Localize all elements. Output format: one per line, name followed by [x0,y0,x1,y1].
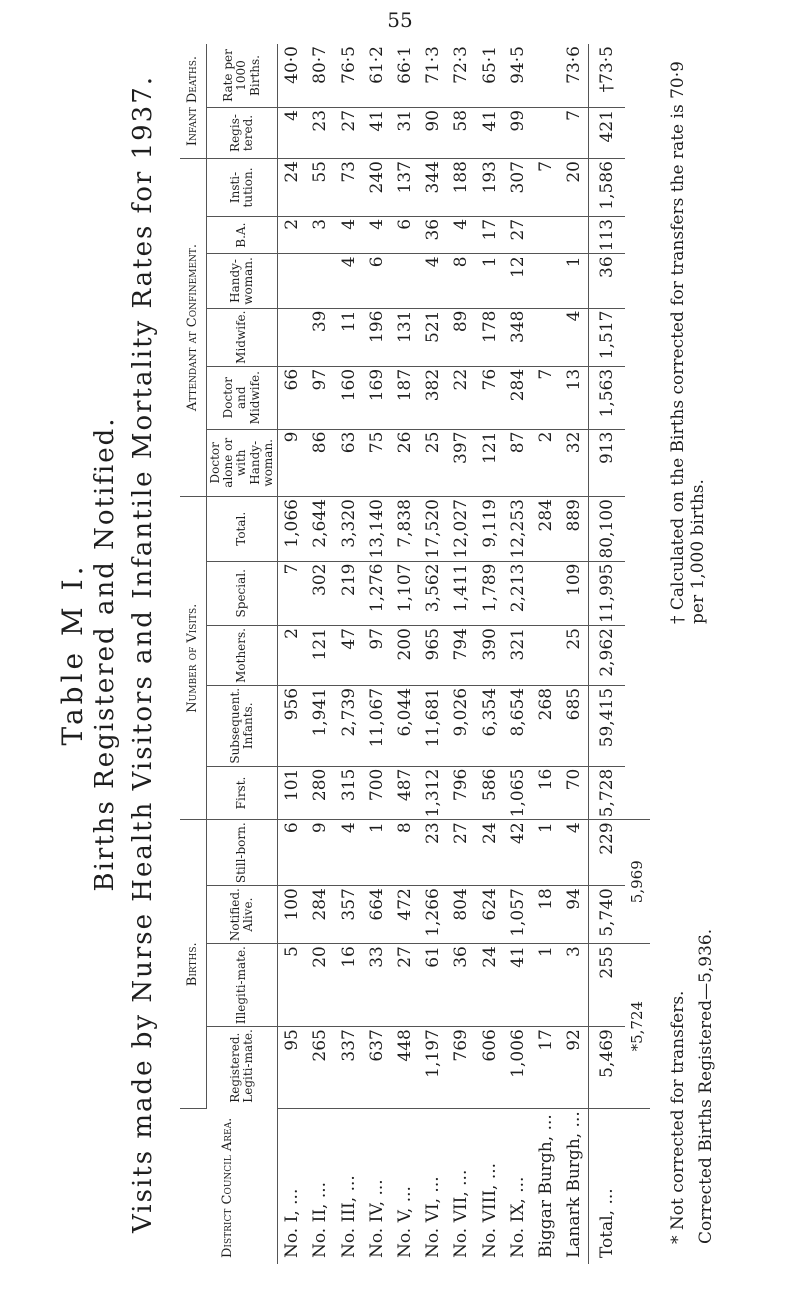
cell-special: 109 [560,561,589,625]
cell-midwife: 89 [447,308,475,366]
cell-illegit: 1 [532,944,560,1027]
cell-notified-grand: 5,969 [625,820,650,944]
cell-special: 1,789 [475,561,503,625]
cell-area: No. IV, ... [366,1179,387,1258]
cell-total: 1,066 [278,497,307,561]
col-first: First. [207,766,278,820]
table-row [504,44,532,1264]
cell-first: 280 [306,766,334,820]
cell-legit: 769 [447,1027,475,1109]
cell-illegit: 20 [306,944,334,1027]
col-total: Total. [207,497,278,561]
cell-legit: 92 [560,1027,589,1109]
col-alive: Notified. Alive. [207,886,278,944]
cell-institution: 188 [447,159,475,217]
cell-ba: 17 [475,216,503,253]
cell-total: 889 [560,497,589,561]
cell-first: 70 [560,766,589,820]
cell-mothers: 2 [278,626,307,686]
cell-ba: 27 [504,216,532,253]
cell-rate: 72·3 [447,44,475,107]
header-visits: Number of Visits. [180,497,207,820]
cell-institution: 7 [532,159,560,217]
cell-midwife: 348 [504,308,532,366]
col-handywoman: Handy-woman. [207,254,278,308]
cell-rate: †73·5 [589,44,625,107]
cell-alive: 804 [447,886,475,944]
cell-ba: 4 [363,216,391,253]
cell-total: 12,253 [504,497,532,561]
cell-illegit: 24 [475,944,503,1027]
cell-illegit: 16 [334,944,362,1027]
cell-first: 5,728 [589,766,625,820]
cell-regis [532,107,560,158]
cell-illegit: 255 [589,944,625,1027]
cell-legit: 1,006 [504,1027,532,1109]
table-row [475,44,503,1264]
cell-mothers: 25 [560,626,589,686]
cell-doctor-midwife: 169 [363,366,391,429]
cell-still: 9 [306,820,334,886]
cell-first: 315 [334,766,362,820]
cell-area: No. V, ... [394,1186,415,1258]
cell-regis: 23 [306,107,334,158]
cell-special: 7 [278,561,307,625]
cell-regis: 4 [278,107,307,158]
cell-rate: 76·5 [334,44,362,107]
cell-legit: 95 [278,1027,307,1109]
cell-total: 80,100 [589,497,625,561]
cell-alive: 357 [334,886,362,944]
col-special: Special. [207,561,278,625]
cell-rate: 73·6 [560,44,589,107]
cell-alive: 472 [391,886,419,944]
cell-midwife: 131 [391,308,419,366]
cell-area: No. I, ... [282,1188,303,1258]
cell-area: Total, ... [589,1109,625,1264]
cell-ba: 113 [589,216,625,253]
cell-handywoman [532,254,560,308]
cell-area: No. IX, ... [507,1176,528,1258]
cell-area: No. VII, ... [451,1169,472,1258]
cell-doctor-midwife: 22 [447,366,475,429]
cell-institution: 73 [334,159,362,217]
cell-special: 302 [306,561,334,625]
cell-total: 2,644 [306,497,334,561]
cell-area: Lanark Burgh, ... [564,1111,585,1258]
cell-regis: 421 [589,107,625,158]
cell-mothers: 2,962 [589,626,625,686]
cell-handywoman [306,254,334,308]
cell-infants: 268 [532,685,560,766]
cell-area: No. III, ... [338,1175,359,1258]
cell-rate: 65·1 [475,44,503,107]
cell-rate: 40·0 [278,44,307,107]
cell-institution: 240 [363,159,391,217]
cell-alive: 100 [278,886,307,944]
cell-midwife [278,308,307,366]
cell-special: 1,107 [391,561,419,625]
col-doctor-alone: Doctor alone or with Handy-woman. [207,429,278,496]
cell-rate [532,44,560,107]
cell-midwife: 39 [306,308,334,366]
cell-still: 6 [278,820,307,886]
cell-first: 1,312 [419,766,447,820]
cell-regis: 58 [447,107,475,158]
col-registered-deaths: Regis-tered. [207,107,278,158]
cell-handywoman: 1 [560,254,589,308]
cell-first: 700 [363,766,391,820]
cell-legit: 1,197 [419,1027,447,1109]
col-illegitimate: Illegiti-mate. [207,944,278,1027]
cell-first: 101 [278,766,307,820]
cell-mothers: 121 [306,626,334,686]
table-row [447,44,475,1264]
cell-ba: 36 [419,216,447,253]
table-body [278,44,651,1264]
cell-midwife: 11 [334,308,362,366]
cell-mothers: 200 [391,626,419,686]
cell-midwife: 1,517 [589,308,625,366]
cell-alive: 1,057 [504,886,532,944]
cell-doctor-alone: 63 [334,429,362,496]
cell-alive: 18 [532,886,560,944]
cell-infants: 8,654 [504,685,532,766]
cell-doctor-alone: 2 [532,429,560,496]
table-row [560,44,589,1264]
col-legitimate: Registered. Legiti-mate. [207,1027,278,1109]
cell-regis: 99 [504,107,532,158]
cell-doctor-alone: 913 [589,429,625,496]
cell-doctor-alone: 9 [278,429,307,496]
cell-special: 11,995 [589,561,625,625]
title-block [50,44,170,1264]
cell-alive: 624 [475,886,503,944]
footnote-rate-calculated: † Calculated on the Births corrected for transfers the rate is 70·9 per 1,000 births. [668,61,708,624]
cell-doctor-alone: 397 [447,429,475,496]
cell-doctor-alone: 26 [391,429,419,496]
cell-special: 3,562 [419,561,447,625]
cell-blank-rest [625,44,650,820]
col-rate: Rate per 1000 Births. [207,44,278,107]
cell-handywoman: 4 [334,254,362,308]
cell-handywoman: 12 [504,254,532,308]
table-row-total [589,44,625,1264]
cell-mothers: 321 [504,626,532,686]
cell-ba: 4 [447,216,475,253]
header-attendant: Attendant at Confinement. [180,159,207,497]
cell-first: 1,065 [504,766,532,820]
statistics-table [180,44,650,1264]
cell-alive: 284 [306,886,334,944]
cell-infants: 6,044 [391,685,419,766]
cell-still: 4 [334,820,362,886]
col-still-born: Still-born. [207,820,278,886]
cell-regis: 41 [475,107,503,158]
cell-legit: 606 [475,1027,503,1109]
cell-first: 796 [447,766,475,820]
cell-institution: 55 [306,159,334,217]
cell-institution: 20 [560,159,589,217]
cell-total: 7,838 [391,497,419,561]
cell-legit: 337 [334,1027,362,1109]
table-row [306,44,334,1264]
cell-total: 13,140 [363,497,391,561]
cell-illegit: 33 [363,944,391,1027]
cell-area: No. VI, ... [423,1176,444,1258]
cell-ba: 6 [391,216,419,253]
table-row [419,44,447,1264]
cell-special: 1,411 [447,561,475,625]
table-row [391,44,419,1264]
cell-doctor-alone: 86 [306,429,334,496]
cell-illegit: 3 [560,944,589,1027]
cell-area: No. VIII, ... [479,1162,500,1258]
cell-midwife: 521 [419,308,447,366]
cell-infants: 9,026 [447,685,475,766]
cell-regis: 31 [391,107,419,158]
cell-still: 1 [532,820,560,886]
cell-legit: 637 [363,1027,391,1109]
cell-legit: 17 [532,1027,560,1109]
cell-ba [532,216,560,253]
cell-doctor-midwife: 13 [560,366,589,429]
cell-infants: 11,067 [363,685,391,766]
cell-doctor-midwife: 66 [278,366,307,429]
cell-alive: 5,740 [589,886,625,944]
cell-mothers: 97 [363,626,391,686]
cell-still: 1 [363,820,391,886]
cell-legit: 5,469 [589,1027,625,1109]
table-row [532,44,560,1264]
cell-infants: 685 [560,685,589,766]
cell-still: 24 [475,820,503,886]
cell-handywoman: 36 [589,254,625,308]
cell-handywoman [391,254,419,308]
header-births: Births. [180,820,207,1109]
cell-ba: 4 [334,216,362,253]
cell-illegit: 27 [391,944,419,1027]
header-area: District Council Area. [180,1109,278,1264]
table-row [363,44,391,1264]
cell-illegit: 36 [447,944,475,1027]
cell-still: 229 [589,820,625,886]
cell-rate: 66·1 [391,44,419,107]
cell-handywoman: 1 [475,254,503,308]
table-row-grand [625,44,650,1264]
table-subtitle-2: Visits made by Nurse Health Visitors and Infantile Mortality Rates for 1937. [128,74,158,1234]
cell-mothers: 965 [419,626,447,686]
cell-mothers: 390 [475,626,503,686]
cell-doctor-alone: 32 [560,429,589,496]
cell-institution: 24 [278,159,307,217]
cell-doctor-midwife: 284 [504,366,532,429]
col-midwife: Midwife. [207,308,278,366]
cell-midwife [532,308,560,366]
cell-midwife: 196 [363,308,391,366]
cell-institution: 137 [391,159,419,217]
cell-illegit: 41 [504,944,532,1027]
footnote-corrected-births: Corrected Births Registered—5,936. [696,928,716,1244]
cell-rate: 80·7 [306,44,334,107]
table-title: Table M I. [56,562,89,746]
cell-infants: 6,354 [475,685,503,766]
cell-first: 586 [475,766,503,820]
cell-area: Biggar Burgh, ... [535,1114,556,1258]
cell-rate: 61·2 [363,44,391,107]
cell-still: 4 [560,820,589,886]
cell-doctor-alone: 75 [363,429,391,496]
cell-rate: 71·3 [419,44,447,107]
cell-doctor-midwife: 187 [391,366,419,429]
page-number: 55 [387,8,413,32]
cell-institution: 1,586 [589,159,625,217]
footnote-not-corrected: * Not corrected for transfers. [668,990,688,1244]
cell-total: 284 [532,497,560,561]
cell-total: 3,320 [334,497,362,561]
cell-ba: 2 [278,216,307,253]
col-institution: Insti-tution. [207,159,278,217]
cell-institution: 193 [475,159,503,217]
cell-infants: 11,681 [419,685,447,766]
cell-area: No. II, ... [310,1181,331,1258]
cell-midwife: 4 [560,308,589,366]
cell-midwife: 178 [475,308,503,366]
cell-special: 219 [334,561,362,625]
cell-total: 9,119 [475,497,503,561]
cell-still: 42 [504,820,532,886]
cell-doctor-midwife: 382 [419,366,447,429]
cell-doctor-alone: 25 [419,429,447,496]
cell-mothers: 47 [334,626,362,686]
cell-handywoman: 6 [363,254,391,308]
cell-mothers: 794 [447,626,475,686]
cell-legit: 448 [391,1027,419,1109]
cell-still: 8 [391,820,419,886]
cell-alive: 94 [560,886,589,944]
cell-mothers [532,626,560,686]
cell-illegit: 5 [278,944,307,1027]
cell-alive: 1,266 [419,886,447,944]
cell-handywoman [278,254,307,308]
cell-still: 23 [419,820,447,886]
cell-legit: 265 [306,1027,334,1109]
cell-infants: 2,739 [334,685,362,766]
rotated-page [50,44,750,1264]
col-ba: B.A. [207,216,278,253]
cell-doctor-midwife: 7 [532,366,560,429]
cell-first: 487 [391,766,419,820]
cell-regis: 90 [419,107,447,158]
cell-total: 12,027 [447,497,475,561]
header-infant-deaths: Infant Deaths. [180,44,207,159]
table-row [334,44,362,1264]
cell-infants: 1,941 [306,685,334,766]
cell-blank [625,1109,650,1264]
cell-special [532,561,560,625]
cell-institution: 344 [419,159,447,217]
cell-institution: 307 [504,159,532,217]
table-subtitle-1: Births Registered and Notified. [90,416,120,892]
cell-special: 2,213 [504,561,532,625]
cell-infants: 956 [278,685,307,766]
cell-doctor-alone: 121 [475,429,503,496]
cell-doctor-midwife: 97 [306,366,334,429]
cell-ba [560,216,589,253]
cell-doctor-midwife: 76 [475,366,503,429]
cell-alive: 664 [363,886,391,944]
cell-still: 27 [447,820,475,886]
cell-first: 16 [532,766,560,820]
cell-handywoman: 4 [419,254,447,308]
col-mothers: Mothers. [207,626,278,686]
cell-doctor-alone: 87 [504,429,532,496]
table-row [278,44,307,1264]
cell-rate: 94·5 [504,44,532,107]
cell-doctor-midwife: 1,563 [589,366,625,429]
cell-regis: 7 [560,107,589,158]
cell-ba: 3 [306,216,334,253]
cell-special: 1,276 [363,561,391,625]
cell-infants: 59,415 [589,685,625,766]
cell-doctor-midwife: 160 [334,366,362,429]
cell-illegit: 61 [419,944,447,1027]
cell-total: 17,520 [419,497,447,561]
cell-regis: 41 [363,107,391,158]
cell-regis: 27 [334,107,362,158]
cell-handywoman: 8 [447,254,475,308]
col-infants: Subsequent. Infants. [207,685,278,766]
cell-registered-grand: *5,724 [625,944,650,1109]
col-doctor-midwife: Doctor and Midwife. [207,366,278,429]
